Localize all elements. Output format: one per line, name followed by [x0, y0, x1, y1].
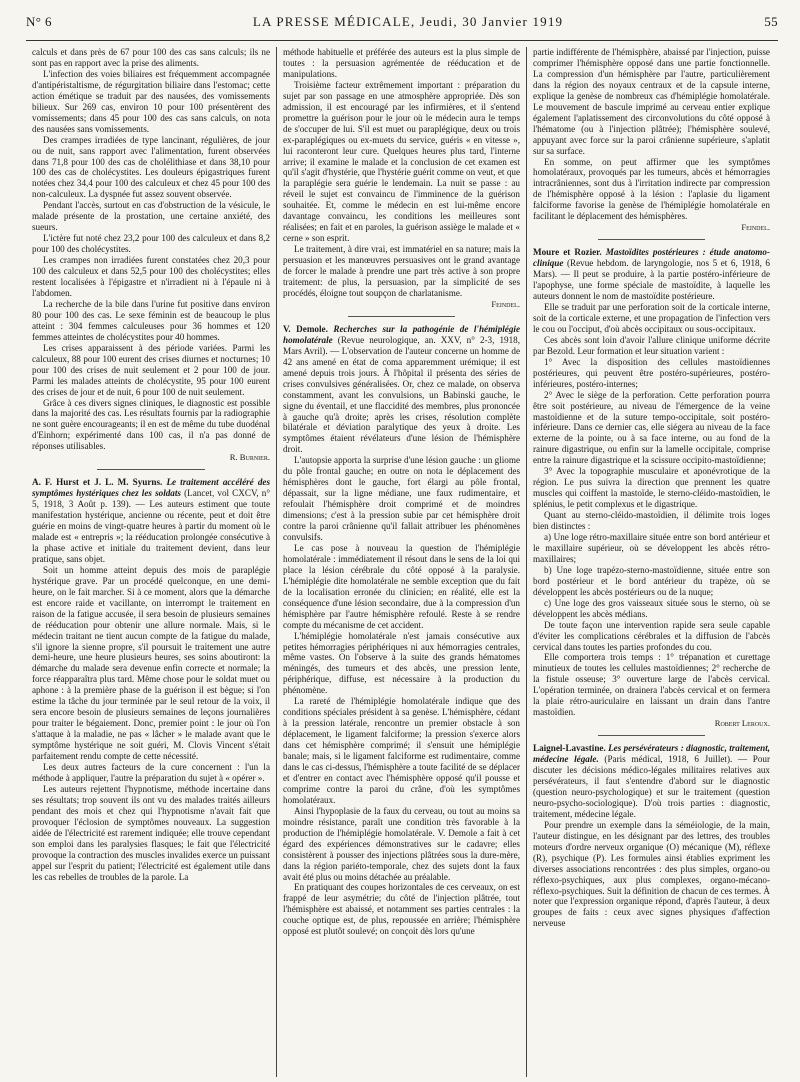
- article-reference: (Lancet, vol CXCV, n° 5, 1918, 3 Août p. 139). — Les auteurs estiment que toute manifestation hystérique, ancienne ou récente, peut et doit être guérie en moins de vingt-quatre heures à partir du moment où le malade est « entrepris »; la rééducation prolongée consécutive à la phase active et initiale du traitement devient, dans leur pratique, sans objet.: [32, 488, 270, 564]
- paragraph: Grâce à ces divers signes cliniques, le diagnostic est possible dans la majorité des cas. Les résultats fournis par la radiographie ne sont guère encourageants; il en est de même du tube duodénal d'Einhorn; expérimenté dans 100 cas, il n'a pas donné de réponses utilisables.: [32, 397, 270, 452]
- paragraph: Des crampes irradiées de type lancinant, régulières, de jour ou de nuit, sans rapport avec l'alimentation, furent observées dans 71,8 pour 100 des cas de cholélithiase et dans 38,10 pour 100 des cas de cholécystites. Les douleurs épigastriques furent notées chez 34,4 pour 100 des calculeux et chez 45 pour 100 des non-calculeux. La dyspnée fut assez souvent observée.: [32, 134, 270, 200]
- running-header: [26, 14, 778, 36]
- article-title: Recherches sur la pathogénie de l'hémiplégie homolatérale: [283, 323, 520, 345]
- article-signature: Robert Leroux.: [714, 718, 770, 729]
- paragraph: Troisième facteur extrêmement important : préparation du sujet par son passage en une atmosphère appropriée. Dès son admission, il est encouragé par les infirmières, et il s'entend promettre la guérison pour le jour où le médecin aura le temps de s'occuper de lui. S'il est muet ou paraplégique, deux ou trois ex-paraplégiques ou ex-muets du service, guéris « en vitesse », lui raconteront leur cure. Quelques heures plus tard, l'interne arrive; il examine le malade et la conclusion de cet examen est qu'il s'agit d'hystérie, que l'hystérie guérit comme on veut, et que la paraplégie sera guérie le lendemain. La nuit se passe : au réveil le sujet est convaincu de l'imminence de la guérison souhaitée. Et, comme le médecin en est lui-même encore davantage convaincu, les conditions les meilleures sont réalisées; en fait et en paroles, la guérison assiège le malade et « cerne » son esprit.: [283, 79, 520, 244]
- journal-title: LA PRESSE MÉDICALE, Jeudi, 30 Janvier 1919: [252, 14, 564, 29]
- paragraph: Les crises apparaissent à des période variées. Parmi les calculeux, 88 pour 100 eurent des crises diurnes et nocturnes; 10 pour 100 des crises de nuit seulement et 2 pour 100 de jour. Parmi les malades atteints de cholécystite, 95 pour 100 eurent des crises de jour et de nuit, 6 pour 100 de nuit seulement.: [32, 342, 270, 397]
- paragraph: Elle se traduit par une perforation soit de la corticale interne, soit de la corticale externe, et une propagation de l'infection vers le cou ou l'occiput, d'où abcès occipitaux ou sous-occipitaux.: [533, 301, 770, 334]
- paragraph: En pratiquant des coupes horizontales de ces cerveaux, on est frappé de leur asymétrie; du côté de l'injection plâtrée, tout l'hémisphère est abaissé, et notamment ses parties centrales : la couche optique est, de plus, repoussée en arrière; l'hémisphère opposé est plutôt soulevé; on conçoit dès lors qu'une: [283, 882, 520, 937]
- paragraph: Le cas pose à nouveau la question de l'hémiplégie homolatérale : immédiatement il résout dans le sens de la loi qui place la lésion cérébrale du côté opposé à la paralysie. L'hémiplégie dite homolatérale ne semble exception que du fait de la localisation erronée du clinicien; en réalité, elle est la conséquence d'une lésion secondaire, due à la compression d'un hémisphère par l'autre hémisphère refoulé. Reste à se rendre compte du mécanisme de cet accident.: [283, 542, 520, 630]
- article-title: Mastoïdites postérieures : étude anatomo-clinique: [533, 247, 770, 269]
- article-reference: (Paris médical, 1918, 6 Juillet). — Pour discuter les décisions médico-légales militaires relatives aux persévérateurs, il faut s'entendre d'abord sur le diagnostic (question neuro-psychologique) et sur le traitement (question neuro-psycho-sociologique). D'où trois parties : diagnostic, traitement, médecine légale.: [533, 754, 770, 819]
- article-title: Le traitement accéléré des symptômes hystériques chez les soldats: [32, 477, 270, 499]
- article-signature: Feindel.: [491, 298, 520, 309]
- article-title: Les persévérateurs : diagnostic, traitement, médecine légale.: [533, 743, 771, 765]
- page-number: 55: [764, 14, 778, 29]
- paragraph: Elle comportera trois temps : 1° trépanation et curettage minutieux de toutes les cellules mastoïdiennes; 2° recherche de la fistule osseuse; 3° ouverture large de l'abcès cervical. L'opération terminée, on drainera l'abcès cervical et on fermera la plaie rétro-auriculaire en laissant un drain dans l'antre mastoïdien.: [533, 652, 770, 718]
- article-authors: A. F. Hurst et J. L. M. Syurns.: [32, 477, 163, 488]
- paragraph: b) Une loge trapézo-sterno-mastoïdienne, située entre son bord postérieur et le bord antérieur du trapèze, où se développent les abcès postérieurs ou de la nuque;: [533, 564, 770, 597]
- paragraph: c) Une loge des gros vaisseaux située sous le sterno, où se développent les abcès médians.: [533, 597, 770, 619]
- paragraph: partie indifférente de l'hémisphère, abaissé par l'injection, puisse comprimer l'hémisphère opposé dans une partie fonctionnelle. La compression d'un hémisphère par l'autre, particulièrement dans la région des noyaux centraux et de la capsule interne, explique la genèse de nombreux cas d'hémiplégie homolatérale. Le mouvement de bascule imprimé au cerveau entier explique également l'aplatissement des circonvolutions du côté opposé à l'hématome (ou à l'injection plâtrée); l'hémisphère soulevé, appuyant avec force sur la paroi crânienne supérieure, s'aplatit sur sa surface.: [533, 47, 770, 156]
- paragraph: Pendant l'accès, surtout en cas d'obstruction de la vésicule, le malade présente de la prostation, une certaine anxiété, des sueurs.: [32, 200, 270, 233]
- paragraph: 2° Avec le siège de la perforation. Cette perforation pourra être soit postérieure, au niveau de l'émergence de la veine mastoïdienne et de la suture tempo-occipitale, soit postéro-inférieure. Dans ce dernier cas, elle siégera au niveau de la face externe de la pointe, ou à sa face interne, ou au fond de la rainure digastrique, ou enfin sur la lamelle occipitale, comprise entre la rainure digastrique et la scissure occipito-mastoïdienne;: [533, 389, 770, 466]
- issue-number: N° 6: [26, 14, 52, 29]
- paragraph: L'ictère fut noté chez 23,2 pour 100 des calculeux et dans 8,2 pour 100 des cholécystites.: [32, 233, 270, 255]
- paragraph: L'autopsie apporta la surprise d'une lésion gauche : un gliome du pôle frontal gauche; en outre on nota le déplacement des hémisphères dont le gauche, fort élargi au pôle frontal, dépassait, sur la ligne médiane, une faux rudimentaire, et refoulait l'hémisphère droit comprimé et de moindres dimensions; c'est à la pression subie par cet hémisphère droit contre la paroi crânienne qu'il fallait attribuer les phénomènes convulsifs.: [283, 455, 520, 542]
- article-reference: (Revue neurologique, an. XXV, n° 2-3, 1918, Mars Avril). — L'observation de l'auteur concerne un homme de 42 ans amené en état de coma apparemment urémique; il est amené depuis trois jours. À l'hôpital il présenta des séries de crises convulsives généralisées. Or, chez ce malade, on observa constamment, avant les convulsions, un Babinski gauche, le signe du éventail, et une flaccidité des membres, plus prononcée à gauche qu'à droite; après les crises, résolution complète bilatérale et déviation paralytique des yeux à droite. Les symptômes étaient révélateurs d'une lésion de l'hémisphère droit.: [283, 334, 521, 455]
- article-divider: [348, 316, 455, 317]
- paragraph: Pour prendre un exemple dans la séméiologie, de la main, l'auteur distingue, en les désignant par des lettres, des troubles moteurs d'ordre nerveux organique (O) mécanique (M), réflexe (R), psychique (P). Les formules ainsi établies expriment les diverses associations rencontrées : des plus simples, organo-ou réflexo-psychiques, aux plus complexes, organo-mécano-réflexo-psychiques. Suit la définition de chacun de ces termes. À noter que l'expression organique répond, d'après l'auteur, à deux groupes de faits : ceux avec signes physiques d'affection nerveuse: [533, 819, 770, 929]
- article-reference: (Revue hebdom. de laryngologie, nos 5 et 6, 1918, 6 Mars). — Il peut se produire, à la partie postéro-inférieure de l'apophyse, une forme spéciale de mastoïdite, à laquelle les auteurs donnent le nom de mastoïdite postérieure.: [533, 258, 770, 302]
- paragraph: méthode habituelle et préférée des auteurs est la plus simple de toutes : la persuasion agrémentée de rééducation et de manipulations.: [283, 47, 520, 79]
- column-3: [526, 47, 776, 1077]
- paragraph: Ainsi l'hypoplasie de la faux du cerveau, ou tout au moins sa moindre résistance, paraît une condition très favorable à la production de l'hémiplégie homolatérale. V. Demole a fait à cet égard des expériences démonstratives sur le cadavre; elles consistèrent à pousser des injections plâtrées sous la dure-mère, dans la région pariéto-temporale, chez des sujets dont la faux avait été plus ou moins détachée au préalable.: [283, 805, 520, 882]
- article-authors: Laignel-Lavastine.: [533, 743, 606, 754]
- text-columns: [26, 47, 778, 1077]
- paragraph: Les crampes non irradiées furent constatées chez 20,3 pour 100 des calculeux et dans 52,5 pour 100 des cholécystites; elles restent localisées à l'épigastre et n'irradient ni à l'épaule ni à l'abdomen.: [32, 255, 270, 298]
- article-signature: Feindel.: [741, 222, 770, 233]
- article-authors: V. Demole.: [283, 323, 328, 334]
- paragraph: 1° Avec la disposition des cellules mastoïdiennes postérieures, qui peuvent être postéro-supérieures, postéro-inférieures, postéro-internes;: [533, 356, 770, 389]
- paragraph: Le traitement, à dire vrai, est immatériel en sa nature; mais la persuasion et les manœuvres persuasives ont le grand avantage de forcer le malade à prendre une part très active à son propre traitement: de plus, la persuasion, par la simplicité de ses procédés, éloigne tout soupçon de charlatanisme.: [283, 244, 520, 298]
- paragraph: Quant au sterno-cléido-mastoïdien, il délimite trois loges bien distinctes :: [533, 510, 770, 532]
- paragraph: calculs et dans près de 67 pour 100 des cas sans calculs; ils ne sont pas en rapport avec la prise des aliments.: [32, 47, 270, 68]
- article-divider: [598, 239, 705, 240]
- paragraph: La recherche de la bile dans l'urine fut positive dans environ 80 pour 100 des cas. Le sexe féminin est de beaucoup le plus atteint : 304 femmes calculeuses pour 36 hommes et 120 femmes atteintes de cholécystites pour 40 hommes.: [32, 298, 270, 342]
- paragraph: Soit un homme atteint depuis des mois de paraplégie hystérique grave. Par un procédé quelconque, en une demi-heure, on le fait marcher. Si à ce moment, alors que la démarche est encore raide et vacillante, on interrompt le traitement en raison de la fatigue accusée, il sera besoin de plusieurs semaines de rééducation pour obtenir une allure normale. Mais, si le médecin traitant ne tient aucun compte de la fatigue du malade, s'il ignore la sienne propre, s'il poursuit le traitement une autre demi-heure, une heure plusieurs heures, ses soins aboutiront: la démarche du malade sera devenue enfin correcte et normale; la force réapparaîtra plus tard. Même chose pour le soldat muet ou aphone : à la première phase de la guérison il est bègue; si l'on estime la tâche du jour terminée par le seul retour de la voix, il sera encore besoin de plusieurs semaines de leçons journalières pour traiter le bégaiement. Donc, premier point : le jour où l'on s'attaque à la maladie, ne pas « lâcher » le malade avant que le symptôme hystérique ne soit guéri, M. Clovis Vincent s'était parfaitement rendu compte de cette nécessité.: [32, 564, 270, 762]
- paragraph: De toute façon une intervention rapide sera seule capable d'éviter les complications cérébrales et la diffusion de l'abcès cervical dans toutes les parties profondes du cou.: [533, 619, 770, 652]
- article-intro: [533, 247, 770, 302]
- article-signature: R. Burnier.: [229, 452, 270, 463]
- paragraph: 3° Avec la topographie musculaire et aponévrotique de la région. Le pus suivra la direction que prennent les quatre muscles qui coiffent la mastoïde, le sterno-cléido-mastoïdien, le splénius, le petit complexus et le digastrique.: [533, 466, 770, 510]
- article-divider: [598, 735, 705, 736]
- paragraph: L'hémiplégie homolatérale n'est jamais consécutive aux petites hémorragies périphériques ni aux hémorragies centrales, même vastes. On l'observe à la suite des grands hématomes méningés, des tumeurs et des abcès, une pression lente, périphérique, diffuse, est nécessaire à la production du phénomène.: [283, 630, 520, 696]
- article-intro: [32, 477, 270, 565]
- article-divider: [97, 469, 204, 470]
- paragraph: En somme, on peut affirmer que les symptômes homolatéraux, provoqués par les tumeurs, abcès et hémorragies intracrâniennes, sont dus à l'irritation indirecte par compression de l'hémisphère opposé à la lésion : l'aplasie du ligament falciforme favorise la genèse de l'hémiplégie homolatérale en facilitant le déplacement des hémisphères.: [533, 156, 770, 222]
- paragraph: a) Une loge rétro-maxillaire située entre son bord antérieur et le maxillaire supérieur, où se développent les abcès rétro-maxillaires;: [533, 531, 770, 564]
- paragraph: La rareté de l'hémiplégie homolatérale indique que des conditions spéciales président à sa genèse. L'hémisphère, cédant à la pression latérale, rencontre un premier obstacle à son déplacement, le ligament falciforme; la pression s'exerce alors dans cet hémisphère comprimé; il s'ensuit une hémiplégie banale; mais, si le ligament falciforme est rudimentaire, comme dans le cas ci-dessus, l'hémisphère a toute facilité de se déplacer et d'entrer en contact avec l'hémisphère opposé qu'il pousse et comprime contre la paroi du crâne, d'où les symptômes homolatéraux.: [283, 696, 520, 805]
- column-2: [276, 47, 526, 1077]
- paragraph: Les auteurs rejettent l'hypnotisme, méthode incertaine dans ses résultats; trop souvent ils ont vu des malades traités ailleurs pendant des mois et chez qui l'hypnotisme n'avait fait que provoquer l'éclosion de symptômes nouveaux. La suggestion aidée de l'électricité est rarement indiquée; elle trouve cependant son emploi dans les paralysies flasques; le fait que l'électricité provoque la contraction des muscles invalides exerce un puissant appel sur l'esprit du patient; l'électricité est également utile dans les cas rebelles de troubles de la parole. La: [32, 783, 270, 882]
- article-intro: [283, 324, 520, 455]
- paragraph: Ces abcès sont loin d'avoir l'allure clinique uniforme décrite par Bezold. Leur formation et leur situation varient :: [533, 334, 770, 356]
- header-rule: [26, 40, 778, 41]
- article-authors: Moure et Rozier.: [533, 247, 602, 258]
- article-intro: [533, 743, 770, 820]
- paragraph: L'infection des voies biliaires est fréquemment accompagnée d'antipéristaltisme, de régurgitation biliaire dans l'estomac; cette action émétique se traduit par des nausées, des vomissements bilieux. Sur 269 cas, environ 10 pour 100 présentèrent des vomissements; dans 45 pour 100 des cas sans calculs, on nota des nausées sans vomissements.: [32, 68, 270, 134]
- paragraph: Les deux autres facteurs de la cure concernent : l'un la méthode à appliquer, l'autre la préparation du sujet à « opérer ».: [32, 762, 270, 783]
- column-1: [26, 47, 276, 1077]
